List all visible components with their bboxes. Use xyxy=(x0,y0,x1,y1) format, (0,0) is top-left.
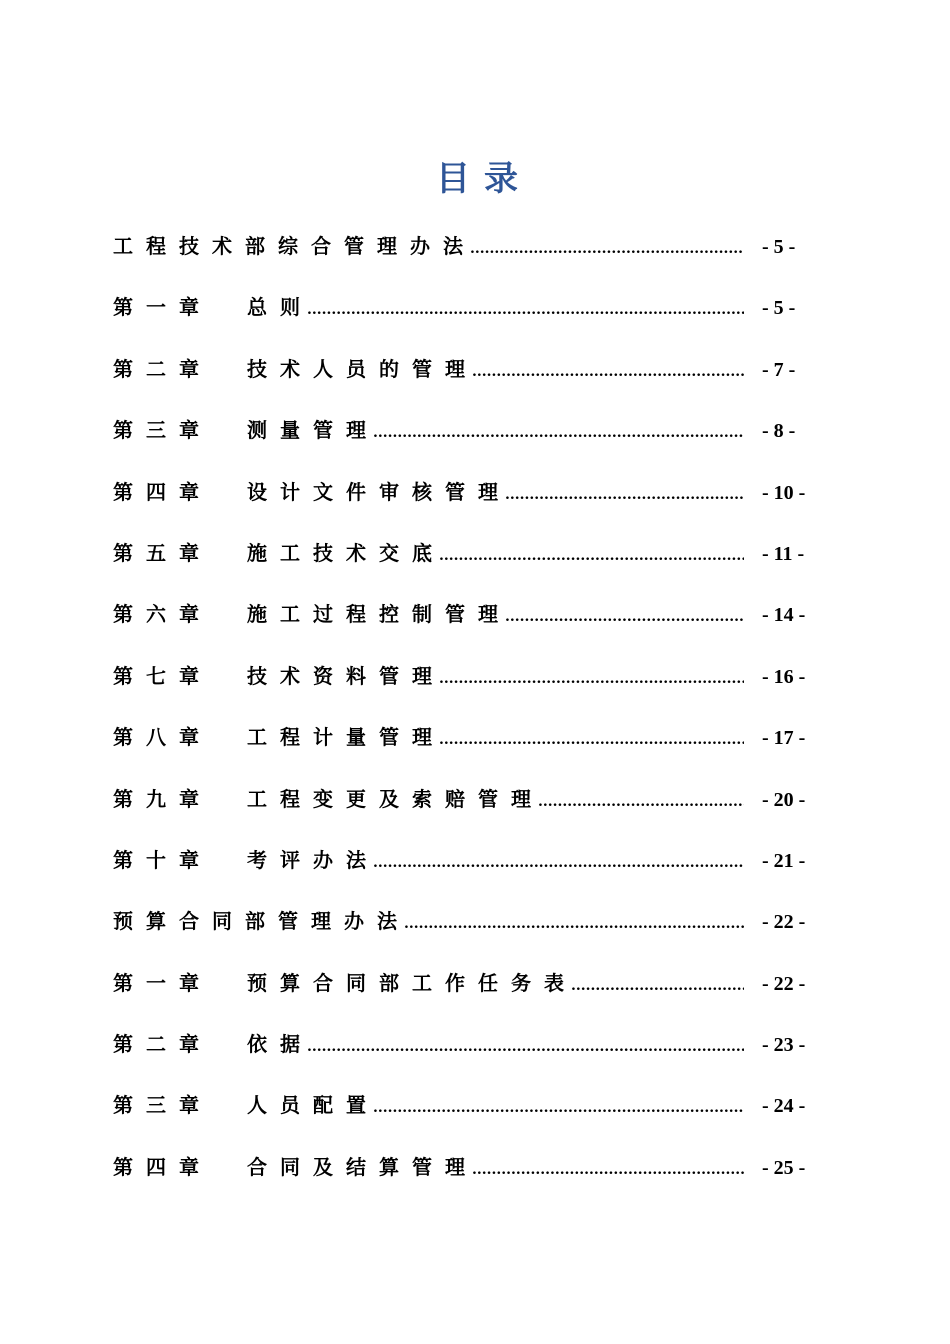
toc-page-number: - 5 - xyxy=(762,236,796,258)
toc-entry-text: 设计文件审核管理 xyxy=(247,479,511,504)
toc-entry[interactable] xyxy=(113,707,818,768)
toc-chapter-label: 第二章 xyxy=(113,356,212,381)
toc-entry[interactable] xyxy=(113,339,818,400)
toc-entry[interactable] xyxy=(113,646,818,707)
toc-page-number: - 17 - xyxy=(762,727,806,750)
toc-page-number: - 22 - xyxy=(762,911,806,934)
toc-chapter-label: 第八章 xyxy=(113,725,212,750)
toc-page-number: - 11 - xyxy=(762,542,805,565)
toc-leader-dots xyxy=(571,956,744,1017)
toc-leader-dots xyxy=(404,894,744,955)
toc-leader-dots xyxy=(472,1140,744,1201)
toc-entry[interactable] xyxy=(113,891,818,952)
toc-leader-dots xyxy=(439,710,744,771)
toc-chapter-label: 第四章 xyxy=(113,1154,212,1179)
toc-leader-dots xyxy=(307,280,744,341)
toc-entry-text: 施工过程控制管理 xyxy=(247,602,511,627)
toc-page-number: - 7 - xyxy=(762,358,796,381)
toc-entry-text: 考评办法 xyxy=(247,847,379,872)
toc-chapter-label: 第五章 xyxy=(113,540,212,565)
toc-page-number: - 22 - xyxy=(762,972,806,995)
toc-chapter-label: 第三章 xyxy=(113,418,212,443)
toc-chapter-label: 第二章 xyxy=(113,1032,212,1057)
toc-chapter-label: 第三章 xyxy=(113,1093,212,1118)
toc-leader-dots xyxy=(470,219,744,280)
toc-leader-dots xyxy=(505,465,744,526)
table-of-contents xyxy=(113,216,818,1198)
toc-entry[interactable] xyxy=(113,830,818,891)
toc-leader-dots xyxy=(373,1078,744,1139)
toc-entry[interactable] xyxy=(113,1014,818,1075)
toc-leader-dots xyxy=(538,772,744,833)
toc-entry[interactable] xyxy=(113,523,818,584)
toc-page-number: - 25 - xyxy=(762,1156,806,1179)
toc-page-number: - 8 - xyxy=(762,420,796,443)
toc-entry[interactable] xyxy=(113,953,818,1014)
toc-entry-text: 人员配置 xyxy=(247,1093,379,1118)
toc-page-number: - 16 - xyxy=(762,665,806,688)
toc-entry-text: 合同及结算管理 xyxy=(247,1154,478,1179)
toc-chapter-label: 第十章 xyxy=(113,847,212,872)
toc-entry-text: 预算合同部工作任务表 xyxy=(247,970,577,995)
toc-chapter-label: 第四章 xyxy=(113,479,212,504)
toc-page-number: - 10 - xyxy=(762,481,806,504)
toc-leader-dots xyxy=(439,649,744,710)
toc-page-number: - 20 - xyxy=(762,788,806,811)
toc-entry-text: 依据 xyxy=(247,1032,313,1057)
toc-page-number: - 21 - xyxy=(762,849,806,872)
toc-page-number: - 14 - xyxy=(762,604,806,627)
toc-leader-dots xyxy=(505,587,744,648)
toc-entry-text: 施工技术交底 xyxy=(247,540,445,565)
toc-entry-text: 技术人员的管理 xyxy=(247,356,478,381)
toc-entry[interactable] xyxy=(113,277,818,338)
toc-entry[interactable] xyxy=(113,584,818,645)
toc-entry[interactable] xyxy=(113,462,818,523)
toc-page-number: - 5 - xyxy=(762,297,796,320)
toc-page-number: - 24 - xyxy=(762,1095,806,1118)
toc-entry[interactable] xyxy=(113,216,818,277)
toc-entry-text: 技术资料管理 xyxy=(247,663,445,688)
toc-title: 目录 xyxy=(436,159,532,199)
toc-chapter-label: 第一章 xyxy=(113,295,212,320)
toc-entry-text: 工程技术部综合管理办法 xyxy=(113,234,476,258)
toc-entry[interactable] xyxy=(113,769,818,830)
toc-chapter-label: 第七章 xyxy=(113,663,212,688)
toc-entry-text: 测量管理 xyxy=(247,418,379,443)
toc-chapter-label: 第一章 xyxy=(113,970,212,995)
toc-entry-text: 总则 xyxy=(247,295,313,320)
toc-page-number: - 23 - xyxy=(762,1034,806,1057)
toc-entry[interactable] xyxy=(113,1137,818,1198)
toc-leader-dots xyxy=(439,526,744,587)
toc-entry[interactable] xyxy=(113,1075,818,1136)
toc-entry[interactable] xyxy=(113,400,818,461)
toc-leader-dots xyxy=(373,833,744,894)
toc-entry-text: 预算合同部管理办法 xyxy=(113,909,410,934)
toc-entry-text: 工程变更及索赔管理 xyxy=(247,786,544,811)
toc-leader-dots xyxy=(472,342,744,403)
toc-leader-dots xyxy=(373,403,744,464)
toc-chapter-label: 第九章 xyxy=(113,786,212,811)
toc-leader-dots xyxy=(307,1017,744,1078)
toc-chapter-label: 第六章 xyxy=(113,602,212,627)
toc-entry-text: 工程计量管理 xyxy=(247,725,445,750)
